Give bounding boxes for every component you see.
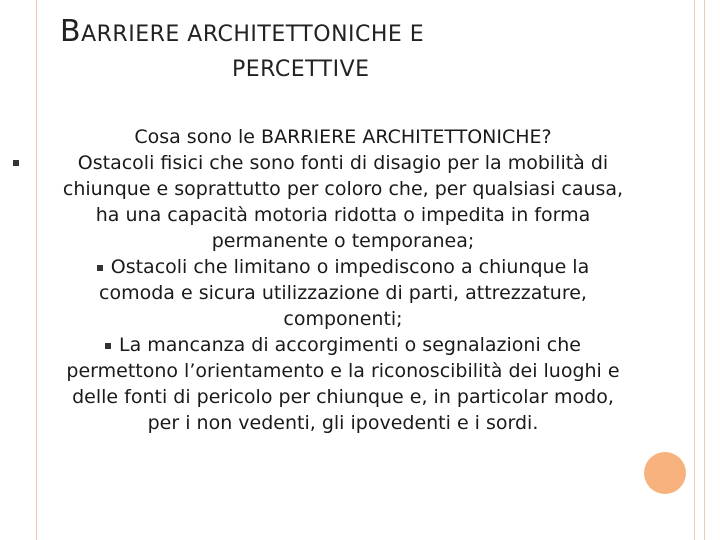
frame-line-left (36, 0, 37, 540)
slide-body (58, 124, 628, 436)
bullet-icon (105, 343, 111, 349)
frame-line-right-2 (704, 0, 705, 540)
bullet-icon (13, 160, 19, 166)
list-item (58, 332, 628, 436)
title-line-1 (60, 14, 620, 49)
question-text: Cosa sono le BARRIERE ARCHITETTONICHE? (134, 126, 552, 148)
list-item (58, 254, 628, 332)
decorative-circle (644, 452, 686, 494)
bullet-icon (97, 265, 103, 271)
title-initial: B (60, 14, 82, 49)
list-item-text: La mancanza di accorgimenti o segnalazioni che permettono l’orientamento e la riconoscibilità dei luoghi e delle fonti di pericolo per chiunque e, in particolar modo, per i non vedenti, gli ipovedenti e i sordi. (66, 334, 620, 434)
list-item-text: Ostacoli che limitano o impediscono a chiunque la comoda e sicura utilizzazione di parti, attrezzature, componenti; (99, 256, 590, 330)
list-item-text: Ostacoli fisici che sono fonti di disagio per la mobilità di chiunque e soprattutto per coloro che, per qualsiasi causa, ha una capacità motoria ridotta o impedita in forma permanente o temporanea; (62, 152, 624, 252)
list-item (58, 150, 628, 254)
slide-title (60, 14, 620, 82)
frame-line-right-1 (694, 0, 695, 540)
title-line-1-rest: ARRIERE ARCHITETTONICHE E (81, 22, 425, 47)
title-line-2: PERCETTIVE (232, 57, 370, 82)
